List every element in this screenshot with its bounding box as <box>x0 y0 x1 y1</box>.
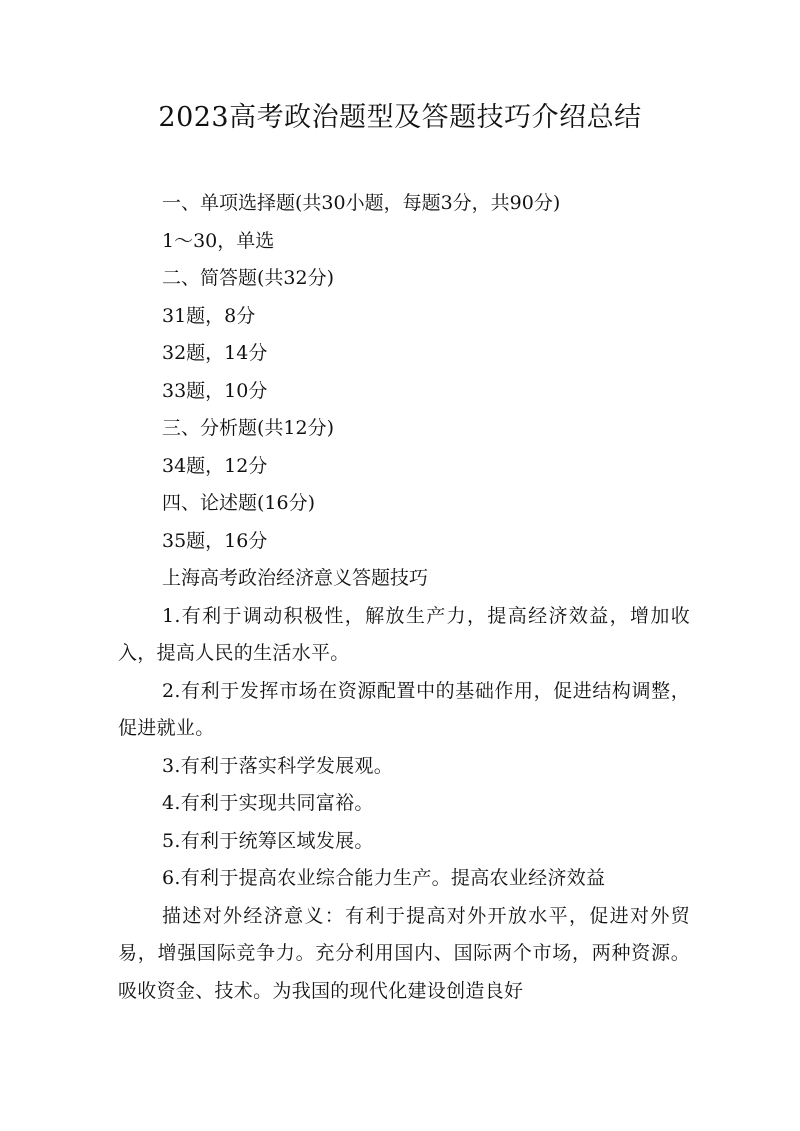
section-line: 四、论述题(16分) <box>162 492 316 514</box>
section-line: 33题，10分 <box>162 379 268 402</box>
body-paragraph: 6.有利于提高农业综合能力生产。提高农业经济效益 <box>162 867 606 889</box>
document-title: 2023高考政治题型及答题技巧介绍总结 <box>158 102 642 133</box>
body-paragraph: 2.有利于发挥市场在资源配置中的基础作用，促进结构调整，促进就业。 <box>118 679 690 739</box>
body-paragraph: 描述对外经济意义：有利于提高对外开放水平，促进对外贸易，增强国际竞争力。充分利用国内、国际两个市场，两种资源。吸收资金、技术。为我国的现代化建设创造良好 <box>118 904 690 1002</box>
section-line: 31题，8分 <box>162 304 256 327</box>
body-paragraph: 1.有利于调动积极性，解放生产力，提高经济效益，增加收入，提高人民的生活水平。 <box>118 604 690 664</box>
section-line: 35题，16分 <box>162 529 268 552</box>
body-paragraph: 4.有利于实现共同富裕。 <box>162 792 374 814</box>
section-line: 一、单项选择题(共30小题，每题3分，共90分) <box>162 192 561 214</box>
body-paragraph: 3.有利于落实科学发展观。 <box>162 754 394 777</box>
section-line: 三、分析题(共12分) <box>162 417 335 439</box>
section-line: 34题，12分 <box>162 454 268 477</box>
section-line: 1～30，单选 <box>162 229 275 252</box>
section-line: 二、简答题(共32分) <box>162 267 335 289</box>
section-heading: 上海高考政治经济意义答题技巧 <box>162 567 429 589</box>
document-body <box>118 185 690 1010</box>
body-paragraph: 5.有利于统筹区域发展。 <box>162 829 374 852</box>
section-line: 32题，14分 <box>162 342 268 364</box>
